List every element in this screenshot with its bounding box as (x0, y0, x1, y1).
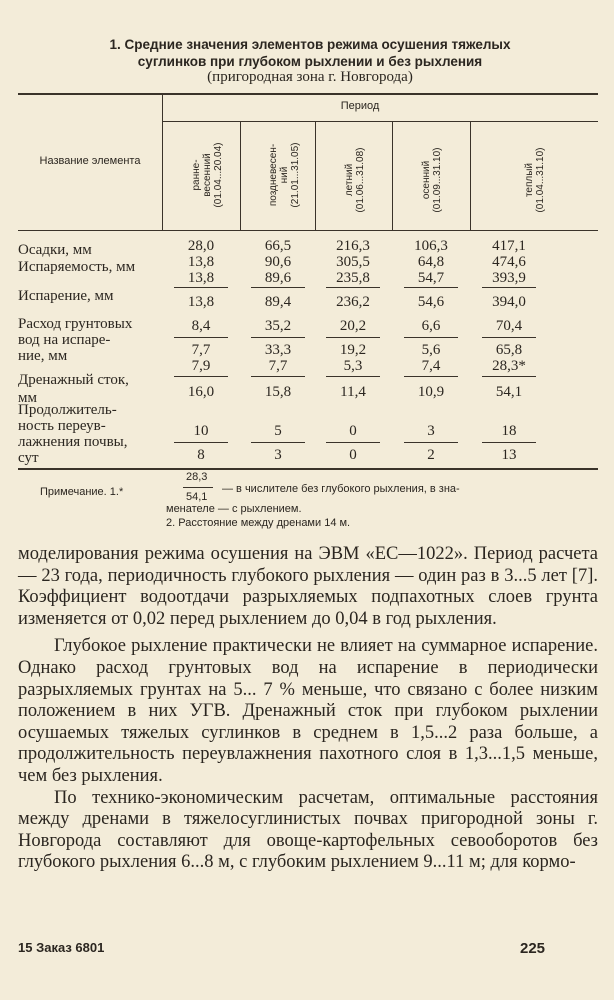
header-bottom-rule (18, 230, 598, 231)
table-cell: 35,2 (264, 318, 292, 334)
header-divider (162, 93, 163, 230)
note-fraction-bottom: 54,1 (186, 491, 208, 503)
table-cell: 13,8 (187, 294, 215, 310)
fraction-line (326, 442, 380, 443)
table-cell: 54,7 (417, 270, 445, 286)
table-cell: 18 (501, 423, 517, 439)
table-cell: 8 (197, 447, 205, 463)
table-cell: 20,2 (339, 318, 367, 334)
table-cell: 89,6 (264, 270, 292, 286)
table-cell: 54,1 (495, 384, 523, 400)
table-cell: 6,6 (421, 318, 441, 334)
table-note-line1: — в числителе без глубокого рыхления, в зна- (222, 483, 460, 495)
table-cell: 19,2 (339, 342, 367, 358)
table-note-line2: менателе — с рыхлением. (166, 503, 302, 515)
table-title: 1. Средние значения элементов режима осушения тяжелых суглинков при глубоком рыхлении и без рыхления (109, 37, 511, 69)
table-cell: 7,7 (191, 342, 211, 358)
table-cell: 7,7 (268, 358, 288, 374)
table-cell: 394,0 (492, 294, 526, 310)
table-cell: 7,9 (191, 358, 211, 374)
table-cell: 10,9 (417, 384, 445, 400)
table-cell: 54,6 (417, 294, 445, 310)
table-cell: 5,3 (343, 358, 363, 374)
table-cell: 3 (427, 423, 435, 439)
fraction-line (404, 337, 458, 338)
col-divider (470, 121, 471, 230)
table-cell: 393,9 (492, 270, 526, 286)
fraction-line (404, 287, 458, 288)
note-fraction-top: 28,3 (186, 471, 208, 483)
page-number: 225 (520, 940, 546, 957)
fraction-line (482, 376, 536, 377)
period-header: теплый (01.04...31.10) (524, 147, 546, 213)
table-cell: 10 (193, 423, 209, 439)
fraction-line (482, 337, 536, 338)
note-fraction-line (183, 487, 213, 488)
period-rule (162, 121, 598, 122)
row-label-osadki: Осадки, мм (18, 242, 92, 258)
table-bottom-rule (18, 468, 598, 470)
table-top-rule (18, 93, 598, 95)
body-text (18, 544, 598, 874)
table-cell: 5 (274, 423, 282, 439)
table-cell: 13 (501, 447, 517, 463)
fraction-line (174, 442, 228, 443)
table-cell: 16,0 (187, 384, 215, 400)
row-label-raskhod: Расход грунтовых вод на испаре- ние, мм (18, 316, 133, 364)
table-cell: 15,8 (264, 384, 292, 400)
table-cell: 90,6 (264, 254, 292, 270)
fraction-line (251, 442, 305, 443)
fraction-line (326, 337, 380, 338)
table-cell: 474,6 (492, 254, 526, 270)
fraction-line (482, 287, 536, 288)
fraction-line (251, 376, 305, 377)
paragraph: По технико-экономическим расчетам, оптимальные расстояния между дренами в тяжелосуглинистых почвах пригородной зоны г. Новгорода составляют для овоще-картофельных севооборотов без глубокого рыхления 6...8 м, с глубоким рыхлением 9...11 м; для кормо- (18, 787, 598, 873)
fraction-line (174, 287, 228, 288)
table-cell: 28,3* (492, 358, 526, 374)
fraction-line (326, 287, 380, 288)
period-header: летний (01.06...31.08) (344, 147, 366, 213)
table-cell: 7,4 (421, 358, 441, 374)
table-cell: 13,8 (187, 270, 215, 286)
table-cell: 11,4 (340, 384, 366, 400)
table-cell: 5,6 (421, 342, 441, 358)
fraction-line (174, 376, 228, 377)
paragraph: моделирования режима осушения на ЭВМ «ЕС—1022». Период расчета — 23 года, периодичность глубокого рыхления — один раз в 3...5 лет [7]. Коэффициент водоотдачи разрыхляемых подпахотных слоев грунта изменяется от 0,02 перед рыхлением до 0,04 в год рыхления. (18, 544, 598, 629)
fraction-line (251, 287, 305, 288)
table-cell: 65,8 (495, 342, 523, 358)
row-label-drenazh: Дренажный сток, мм (18, 372, 129, 406)
table-cell: 106,3 (414, 238, 448, 254)
table-cell: 305,5 (336, 254, 370, 270)
period-header: ранне- весенний (01.04...20.04) (191, 142, 224, 208)
table-cell: 0 (349, 423, 357, 439)
col-divider (315, 121, 316, 230)
period-header: осенний (01.09...31.10) (421, 147, 443, 213)
table-cell: 13,8 (187, 254, 215, 270)
table-cell: 28,0 (187, 238, 215, 254)
table-cell: 236,2 (336, 294, 370, 310)
table-cell: 235,8 (336, 270, 370, 286)
table-note-line3: 2. Расстояние между дренами 14 м. (166, 517, 351, 529)
fraction-line (251, 337, 305, 338)
table-cell: 70,4 (495, 318, 523, 334)
period-header: поздневесен- ний (21.01...31.05) (268, 142, 301, 208)
table-cell: 417,1 (492, 238, 526, 254)
table-cell: 2 (427, 447, 435, 463)
row-label-isparyaemost: Испаряемость, мм (18, 259, 136, 275)
table-cell: 66,5 (264, 238, 292, 254)
table-cell: 3 (274, 447, 282, 463)
fraction-line (404, 442, 458, 443)
fraction-line (326, 376, 380, 377)
column-header-name: Название элемента (39, 155, 141, 167)
table-cell: 89,4 (264, 294, 292, 310)
table-cell: 216,3 (336, 238, 370, 254)
print-order-mark: 15 Заказ 6801 (18, 940, 105, 955)
row-label-prodolzh: Продолжитель- ность переув- лажнения почвы, сут (18, 402, 128, 466)
fraction-line (404, 376, 458, 377)
table-subtitle: (пригородная зона г. Новгорода) (207, 69, 413, 85)
column-header-period: Период (340, 100, 380, 112)
table-cell: 64,8 (417, 254, 445, 270)
table-cell: 33,3 (264, 342, 292, 358)
table-cell: 0 (349, 447, 357, 463)
fraction-line (174, 337, 228, 338)
col-divider (392, 121, 393, 230)
fraction-line (482, 442, 536, 443)
col-divider (240, 121, 241, 230)
table-note-prefix: Примечание. 1.* (40, 486, 124, 498)
paragraph: Глубокое рыхление практически не влияет на суммарное испарение. Однако расход грунтовых вод на испарение в периодически разрыхляемых грунтах на 5... 7 % меньше, что связано с более низким положением в них УГВ. Дренажный сток при глубоком рыхлении осушаемых тяжелых суглинков в среднем в 1,5...2 раза больше, а продолжительность переувлажнения пахотного слоя в 1,3...1,5 меньше, чем без рыхления. (18, 636, 598, 786)
row-label-isparenie: Испарение, мм (18, 288, 114, 304)
table-cell: 8,4 (191, 318, 211, 334)
